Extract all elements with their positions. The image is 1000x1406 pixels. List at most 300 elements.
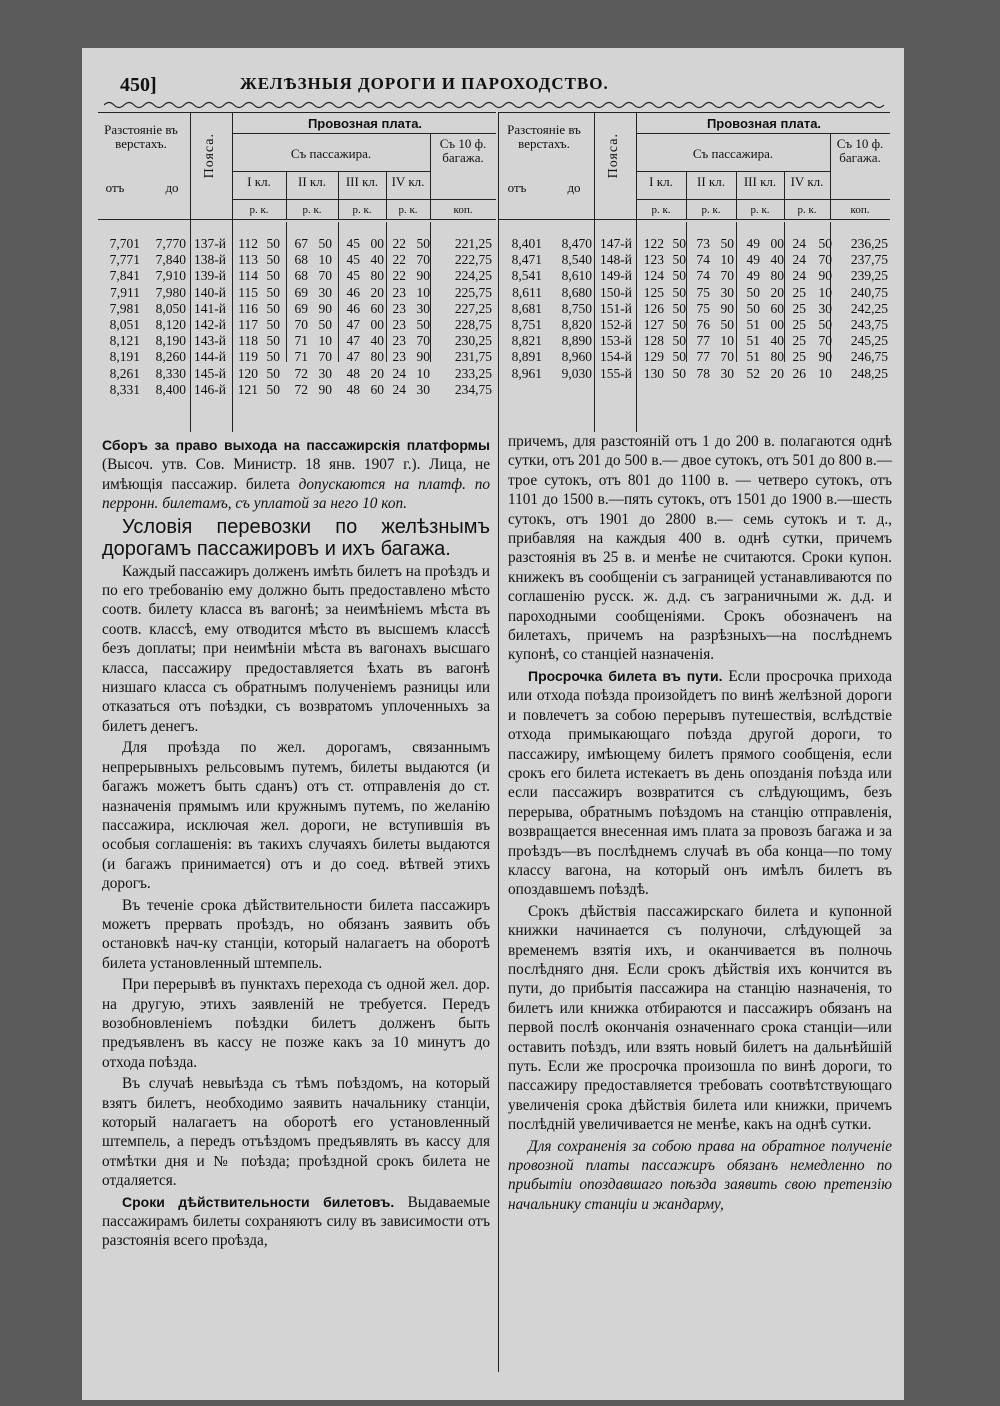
table-cell: 48 — [346, 365, 360, 381]
table-cell: 90 — [720, 300, 734, 316]
table-cell: 51 — [746, 349, 760, 365]
table-cell: 148-й — [600, 252, 632, 268]
table-cell: 7,771 — [109, 252, 140, 268]
fare-table-left — [98, 236, 496, 398]
table-cell: 25 — [792, 300, 806, 316]
distance-label: Разстояніе въ верстахъ. — [104, 122, 178, 151]
table-cell: 50 — [672, 252, 686, 268]
table-row — [98, 317, 496, 333]
table-cell: 69 — [294, 284, 308, 300]
table-cell: 23 — [392, 349, 406, 365]
paragraph: При перерывѣ въ пунктахъ перехода съ одной жел. дор. на другую, этихъ заявленій не требуется. Передъ возобновленіемъ поѣздки билетъ долженъ быть предъявленъ въ кассу не позже какъ за 10 минутъ до отхода поѣзда. — [102, 976, 490, 1071]
table-cell: 115 — [238, 284, 258, 300]
class-1-label: I кл. — [247, 174, 271, 189]
table-cell: 49 — [746, 236, 760, 251]
table-cell: 50 — [720, 316, 734, 332]
distance-label: Разстояніе въ верстахъ. — [507, 122, 581, 151]
table-cell: 7,910 — [155, 268, 186, 284]
validity-paragraph — [102, 1193, 490, 1251]
table-cell: 8,540 — [561, 252, 592, 268]
table-cell: 117 — [238, 316, 258, 332]
left-text-column — [102, 436, 490, 1253]
table-cell: 153-й — [600, 333, 632, 349]
table-cell: 20 — [370, 365, 384, 381]
class-3-label: III кл. — [743, 174, 777, 189]
table-cell: 90 — [318, 381, 332, 397]
table-cell: 8,190 — [155, 333, 186, 349]
table-cell: 50 — [266, 252, 280, 268]
table-cell: 40 — [770, 333, 784, 349]
table-cell: 50 — [818, 236, 832, 251]
table-row — [98, 382, 496, 398]
table-cell: 90 — [416, 349, 430, 365]
to-label: до — [567, 180, 581, 195]
table-cell: 50 — [266, 381, 280, 397]
table-cell: 224,25 — [454, 268, 492, 284]
kop-label: коп. — [453, 204, 473, 216]
table-cell: 155-й — [600, 365, 632, 381]
column-divider — [498, 432, 499, 1372]
table-cell: 50 — [266, 365, 280, 381]
table-cell: 143-й — [194, 333, 226, 349]
table-cell: 50 — [266, 333, 280, 349]
table-cell: 24 — [792, 268, 806, 284]
table-cell: 80 — [370, 349, 384, 365]
table-cell: 50 — [672, 333, 686, 349]
table-cell: 126 — [643, 300, 664, 316]
table-cell: 112 — [238, 236, 258, 251]
table-cell: 70 — [720, 268, 734, 284]
table-row — [498, 301, 890, 317]
class-1-label: I кл. — [649, 174, 673, 189]
table-row — [98, 236, 496, 252]
table-cell: 74 — [696, 252, 710, 268]
platform-fee-text: (Высоч. утв. Сов. Министр. 18 янв. 1907 г.). Лица, не имѣющія пассажир. билета — [102, 456, 490, 493]
from-label: отъ — [105, 180, 125, 195]
table-cell: 8,330 — [155, 365, 186, 381]
table-cell: 90 — [818, 268, 832, 284]
rk-3: р. к. — [750, 204, 770, 216]
right-text-column — [508, 432, 892, 1216]
table-cell: 50 — [672, 284, 686, 300]
table-cell: 70 — [318, 349, 332, 365]
table-cell: 137-й — [194, 236, 226, 251]
table-cell: 49 — [746, 268, 760, 284]
table-cell: 120 — [237, 365, 258, 381]
table-cell: 239,25 — [850, 268, 888, 284]
table-cell: 248,25 — [850, 365, 888, 381]
table-cell: 70 — [818, 333, 832, 349]
table-cell: 40 — [370, 252, 384, 268]
table-cell: 221,25 — [454, 236, 492, 251]
table-cell: 10 — [818, 284, 832, 300]
table-cell: 50 — [318, 316, 332, 332]
table-cell: 46 — [346, 300, 360, 316]
table-cell: 240,75 — [850, 284, 888, 300]
table-cell: 40 — [770, 252, 784, 268]
table-cell: 138-й — [194, 252, 226, 268]
table-cell: 8,821 — [511, 333, 542, 349]
table-cell: 69 — [294, 300, 308, 316]
luggage-label: Съ 10 ф. багажа. — [439, 136, 487, 165]
wavy-rule — [104, 100, 890, 110]
table-cell: 125 — [643, 284, 664, 300]
table-row — [498, 252, 890, 268]
table-cell: 8,471 — [511, 252, 542, 268]
table-cell: 00 — [770, 316, 784, 332]
table-cell: 8,191 — [109, 349, 140, 365]
table-cell: 8,891 — [511, 349, 542, 365]
paragraph: Въ теченіе срока дѣйствительности билета пассажиръ можетъ прервать проѣздъ, но обязанъ заявить объ остановкѣ нач-ку станціи, который налагаетъ на оборотѣ билета установленный штемпель. — [102, 896, 490, 972]
table-cell: 60 — [370, 300, 384, 316]
table-row — [98, 366, 496, 382]
table-cell: 50 — [266, 316, 280, 332]
table-cell: 149-й — [600, 268, 632, 284]
table-cell: 24 — [792, 236, 806, 251]
passenger-label: Съ пассажира. — [290, 146, 372, 161]
table-cell: 8,401 — [511, 236, 542, 251]
table-cell: 71 — [294, 349, 308, 365]
table-row — [498, 317, 890, 333]
table-cell: 8,750 — [561, 300, 592, 316]
table-cell: 8,051 — [109, 316, 140, 332]
table-cell: 30 — [416, 300, 430, 316]
table-cell: 50 — [672, 349, 686, 365]
table-cell: 73 — [696, 236, 710, 251]
table-cell: 51 — [746, 333, 760, 349]
rk-2: р. к. — [701, 204, 721, 216]
table-cell: 50 — [266, 268, 280, 284]
table-cell: 48 — [346, 381, 360, 397]
table-cell: 10 — [818, 365, 832, 381]
paragraph: Въ случаѣ невыѣзда съ тѣмъ поѣздомъ, на который взятъ билетъ, необходимо заявить начальнику станціи, который налагаетъ на оборотѣ его установленный штемпель, а передъ отъѣздомъ предъявлять въ кассу для отмѣтки дня и № поѣзда; проѣздной срокъ билета не отдаляется. — [102, 1075, 490, 1190]
table-cell: 51 — [746, 316, 760, 332]
table-cell: 8,680 — [561, 284, 592, 300]
table-cell: 8,611 — [512, 284, 542, 300]
table-cell: 8,960 — [561, 349, 592, 365]
table-cell: 46 — [346, 284, 360, 300]
table-cell: 22 — [392, 236, 406, 251]
table-cell: 154-й — [600, 349, 632, 365]
table-header-right — [498, 112, 890, 220]
table-cell: 25 — [792, 333, 806, 349]
rk-1: р. к. — [651, 204, 671, 216]
zones-label: Пояса. — [606, 133, 621, 179]
table-cell: 243,75 — [850, 316, 888, 332]
rk-4: р. к. — [398, 204, 418, 216]
table-cell: 8,961 — [511, 365, 542, 381]
table-cell: 25 — [792, 284, 806, 300]
table-cell: 114 — [238, 268, 258, 284]
table-cell: 68 — [294, 252, 308, 268]
table-cell: 78 — [696, 365, 710, 381]
table-cell: 77 — [696, 333, 710, 349]
table-row — [498, 236, 890, 252]
table-cell: 22 — [392, 268, 406, 284]
table-cell: 130 — [643, 365, 664, 381]
validity-heading: Сроки дѣйствительности билетовъ. — [122, 1193, 395, 1210]
platform-fee-paragraph — [102, 436, 490, 514]
table-cell: 141-й — [194, 300, 226, 316]
table-cell: 90 — [416, 268, 430, 284]
table-cell: 40 — [370, 333, 384, 349]
class-2-label: II кл. — [298, 174, 326, 189]
class-2-label: II кл. — [697, 174, 725, 189]
table-cell: 50 — [672, 300, 686, 316]
table-cell: 8,261 — [109, 365, 140, 381]
table-cell: 140-й — [194, 284, 226, 300]
table-cell: 227,25 — [454, 300, 492, 316]
table-cell: 118 — [238, 333, 258, 349]
table-cell: 122 — [643, 236, 664, 251]
table-cell: 75 — [696, 284, 710, 300]
platform-fee-italic: допускаются на платф. по перронн. билетамъ, съ уплатой за него 10 коп. — [102, 475, 490, 513]
table-cell: 246,75 — [850, 349, 888, 365]
table-cell: 00 — [370, 236, 384, 251]
table-cell: 8,890 — [561, 333, 592, 349]
table-cell: 7,840 — [155, 252, 186, 268]
table-cell: 7,770 — [155, 236, 186, 251]
table-cell: 30 — [818, 300, 832, 316]
table-cell: 50 — [746, 300, 760, 316]
table-cell: 24 — [792, 252, 806, 268]
table-row — [98, 333, 496, 349]
table-cell: 30 — [720, 284, 734, 300]
table-cell: 50 — [672, 268, 686, 284]
table-cell: 145-й — [194, 365, 226, 381]
paragraph: Срокъ дѣйствія пассажирскаго билета и купонной книжки начинается съ полуночи, слѣдующей за временемъ взятія ихъ, и оканчивается въ полночь послѣдняго дня. Если срокъ дѣйствія ихъ кончится въ пути, до прибытія пассажира на станцію назначенія, то билетъ или книжка отбираются и пассажиръ обязанъ на первой послѣ окончанія означеннаго срока станціи—или оставить поѣздъ, или взять новый билетъ на дальнѣйшій путь. Если же просрочка произошла по винѣ дороги, то пассажиру предоставляется требовать соотвѣтствующаго увеличенія срока дѣйствія билета или книжки, причемъ послѣдній увеличивается не менѣе, какъ на однѣ сутки. — [508, 902, 892, 1134]
table-cell: 80 — [770, 349, 784, 365]
table-cell: 25 — [792, 316, 806, 332]
table-cell: 23 — [392, 333, 406, 349]
paragraph: причемъ, для разстояній отъ 1 до 200 в. полагаются однѣ сутки, отъ 201 до 500 в.— двое сутокъ, отъ 501 до 800 в.—трое сутокъ, отъ 801 до 1100 в. — четверо сутокъ, отъ 1101 до 1500 в.—пять сутокъ, отъ 1501 до 1900 в.—шесть сутокъ, отъ 1901 до 2800 в.— семь сутокъ и т. д., прибавляя на каждыя 400 в. однѣ сутки, причемъ разстоянія въ 25 в. и менѣе не считаются. Сроки купон. книжекъ въ сообщеніи съ заграницей устанавливаются по соглашенію русск. ж. д.д. съ заграничными ж. д.д. и пароходными сообщеніями. Срокъ обозначенъ на билетахъ, причемъ на разрѣзныхъ—на послѣднемъ купонѣ, со станціей назначенія. — [508, 433, 892, 664]
table-cell: 23 — [392, 284, 406, 300]
table-cell: 10 — [318, 333, 332, 349]
table-cell: 30 — [720, 365, 734, 381]
table-cell: 225,75 — [454, 284, 492, 300]
table-cell: 8,050 — [155, 300, 186, 316]
passenger-label: Съ пассажира. — [692, 146, 774, 161]
table-cell: 70 — [416, 252, 430, 268]
table-cell: 8,681 — [511, 300, 542, 316]
table-cell: 72 — [294, 381, 308, 397]
fare-table-right — [498, 236, 890, 382]
table-row — [98, 349, 496, 365]
page-number: 450] — [120, 74, 157, 96]
table-cell: 20 — [370, 284, 384, 300]
table-cell: 8,751 — [511, 316, 542, 332]
table-cell: 47 — [346, 316, 360, 332]
table-cell: 50 — [266, 349, 280, 365]
table-cell: 146-й — [194, 381, 226, 397]
table-row — [498, 285, 890, 301]
table-cell: 124 — [643, 268, 664, 284]
table-cell: 00 — [370, 316, 384, 332]
table-cell: 24 — [392, 381, 406, 397]
class-3-label: III кл. — [345, 174, 379, 189]
table-cell: 228,75 — [454, 316, 492, 332]
table-cell: 10 — [416, 284, 430, 300]
table-cell: 68 — [294, 268, 308, 284]
table-cell: 147-й — [600, 236, 632, 251]
table-cell: 45 — [346, 236, 360, 251]
table-cell: 50 — [818, 316, 832, 332]
table-cell: 8,121 — [109, 333, 140, 349]
table-cell: 26 — [792, 365, 806, 381]
section-title: Условія перевозки по желѣзнымъ дорогамъ пассажировъ и ихъ багажа. — [102, 515, 490, 560]
table-row — [498, 366, 890, 382]
table-cell: 116 — [238, 300, 258, 316]
table-cell: 49 — [746, 252, 760, 268]
table-row — [498, 349, 890, 365]
table-cell: 47 — [346, 333, 360, 349]
table-cell: 10 — [318, 252, 332, 268]
table-cell: 231,75 — [454, 349, 492, 365]
table-cell: 77 — [696, 349, 710, 365]
kop-label: коп. — [850, 204, 870, 216]
table-cell: 50 — [266, 236, 280, 251]
zones-label: Пояса. — [202, 133, 217, 179]
rk-2: р. к. — [302, 204, 322, 216]
rk-3: р. к. — [352, 204, 372, 216]
table-cell: 9,030 — [561, 365, 592, 381]
table-cell: 90 — [818, 349, 832, 365]
table-cell: 8,610 — [561, 268, 592, 284]
table-row — [498, 268, 890, 284]
table-cell: 60 — [770, 300, 784, 316]
delay-paragraph — [508, 667, 892, 900]
table-cell: 245,25 — [850, 333, 888, 349]
table-cell: 50 — [266, 284, 280, 300]
table-cell: 00 — [770, 236, 784, 251]
table-cell: 70 — [720, 349, 734, 365]
table-cell: 80 — [770, 268, 784, 284]
table-cell: 25 — [792, 349, 806, 365]
book-page — [82, 48, 904, 1400]
table-cell: 128 — [643, 333, 664, 349]
table-cell: 30 — [318, 284, 332, 300]
fare-label: Провозная плата. — [706, 116, 822, 131]
table-cell: 8,260 — [155, 349, 186, 365]
table-cell: 70 — [416, 333, 430, 349]
table-cell: 10 — [720, 333, 734, 349]
rk-4: р. к. — [797, 204, 817, 216]
platform-fee-heading: Сборъ за право выхода на пассажирскія платформы — [102, 437, 490, 453]
table-cell: 7,980 — [155, 284, 186, 300]
validity-text: Выдаваемые пассажирамъ билеты сохраняютъ силу въ зависимости отъ разстоянія всего проѣзда, — [102, 1193, 490, 1250]
table-cell: 127 — [643, 316, 664, 332]
table-cell: 45 — [346, 268, 360, 284]
table-cell: 121 — [237, 381, 258, 397]
rk-1: р. к. — [249, 204, 269, 216]
table-cell: 30 — [318, 365, 332, 381]
table-cell: 234,75 — [454, 381, 492, 397]
table-cell: 7,701 — [109, 236, 140, 251]
page-header — [120, 72, 890, 102]
table-cell: 90 — [318, 300, 332, 316]
to-label: до — [165, 180, 179, 195]
table-cell: 60 — [370, 381, 384, 397]
luggage-label: Съ 10 ф. багажа. — [836, 136, 884, 165]
table-cell: 8,820 — [561, 316, 592, 332]
table-cell: 71 — [294, 333, 308, 349]
table-cell: 150-й — [600, 284, 632, 300]
table-cell: 8,541 — [511, 268, 542, 284]
table-cell: 129 — [643, 349, 664, 365]
table-cell: 76 — [696, 316, 710, 332]
table-cell: 50 — [746, 284, 760, 300]
table-cell: 8,470 — [561, 236, 592, 251]
table-cell: 7,841 — [109, 268, 140, 284]
table-row — [98, 285, 496, 301]
table-cell: 10 — [720, 252, 734, 268]
table-cell: 50 — [672, 316, 686, 332]
table-cell: 50 — [416, 236, 430, 251]
table-cell: 23 — [392, 300, 406, 316]
table-cell: 139-й — [194, 268, 226, 284]
table-cell: 123 — [643, 252, 664, 268]
table-cell: 80 — [370, 268, 384, 284]
table-cell: 7,981 — [109, 300, 140, 316]
table-cell: 50 — [672, 236, 686, 251]
table-cell: 20 — [770, 284, 784, 300]
table-row — [98, 301, 496, 317]
class-4-label: IV кл. — [391, 174, 425, 189]
table-row — [98, 268, 496, 284]
table-cell: 50 — [672, 365, 686, 381]
table-cell: 45 — [346, 252, 360, 268]
paragraph-italic: Для сохраненія за собою права на обратное полученіе провозной платы пассажиръ обязанъ немедленно по прибытіи опоздавшаго поѣзда заявить свою претензію начальнику станціи и жандарму, — [508, 1137, 892, 1213]
table-cell: 50 — [266, 300, 280, 316]
table-cell: 24 — [392, 365, 406, 381]
table-cell: 23 — [392, 316, 406, 332]
paragraph: Для проѣзда по жел. дорогамъ, связаннымъ непрерывныхъ рельсовымъ путемъ, билеты выдаются (и багажъ можетъ быть сданъ) отъ ст. отправленія до ст. назначенія прямымъ или кружнымъ путемъ, по желанію пассажира, исключая жел. дороги, не вступившія въ особыя соглашенія: въ такихъ случаяхъ билеты выдаются (и багажъ принимается) отъ и до соед. вѣтвей этихъ дорогъ. — [102, 739, 490, 893]
table-cell: 72 — [294, 365, 308, 381]
fare-label: Провозная плата. — [307, 116, 423, 131]
delay-text: Если просрочка прихода или отхода поѣзда произойдетъ по винѣ желѣзной дороги и повлечетъ за собою перерывъ путешествія, вслѣдствіе отхода примыкающаго поѣзда другой дороги, то пассажиру, имѣющему билетъ прямого сообщенія, если срокъ его билета истекаетъ въ день опозданія поѣзда или если пассажиръ возвратится съ слѣдующимъ, безъ перерыва, обратнымъ поѣздомъ на станцію отправленія, возвращается внесенная имъ плата за провозъ багажа и за проѣздъ—въ послѣднемъ случаѣ въ оба конца—по тому классу вагона, на который онъ имѣлъ билетъ въ опоздавшемъ поѣздѣ. — [508, 667, 892, 899]
table-row — [98, 252, 496, 268]
table-cell: 237,75 — [850, 252, 888, 268]
table-cell: 67 — [294, 236, 308, 251]
table-cell: 47 — [346, 349, 360, 365]
table-cell: 151-й — [600, 300, 632, 316]
table-cell: 50 — [720, 236, 734, 251]
delay-heading: Просрочка билета въ пути. — [528, 667, 723, 684]
from-label: отъ — [507, 180, 527, 195]
table-cell: 152-й — [600, 316, 632, 332]
table-cell: 70 — [318, 268, 332, 284]
table-cell: 70 — [294, 316, 308, 332]
table-cell: 242,25 — [850, 300, 888, 316]
table-cell: 142-й — [194, 316, 226, 332]
table-cell: 10 — [416, 365, 430, 381]
table-cell: 20 — [770, 365, 784, 381]
table-cell: 119 — [238, 349, 258, 365]
table-cell: 75 — [696, 300, 710, 316]
table-cell: 144-й — [194, 349, 226, 365]
table-cell: 52 — [746, 365, 760, 381]
table-cell: 74 — [696, 268, 710, 284]
table-cell: 30 — [416, 381, 430, 397]
table-cell: 8,120 — [155, 316, 186, 332]
table-cell: 50 — [416, 316, 430, 332]
paragraph: Каждый пассажиръ долженъ имѣть билетъ на проѣздъ и по его требованію ему должно быть предоставлено мѣсто соотв. билету класса въ вагонѣ; за неимѣніемъ мѣста въ соотв. классѣ, ему отводится мѣсто въ высшемъ классѣ безъ доплаты; при неимѣніи мѣста въ вагонахъ высшаго класса, пассажиру предоставляется ѣхать въ вагонѣ низшаго класса съ обратнымъ полученіемъ разницы или отказаться отъ поѣздки, съ возвратомъ уплоченныхъ за билетъ денегъ. — [102, 562, 490, 735]
table-cell: 8,400 — [155, 381, 186, 397]
table-cell: 230,25 — [454, 333, 492, 349]
class-4-label: IV кл. — [790, 174, 824, 189]
table-header-left — [98, 112, 496, 220]
table-cell: 70 — [818, 252, 832, 268]
